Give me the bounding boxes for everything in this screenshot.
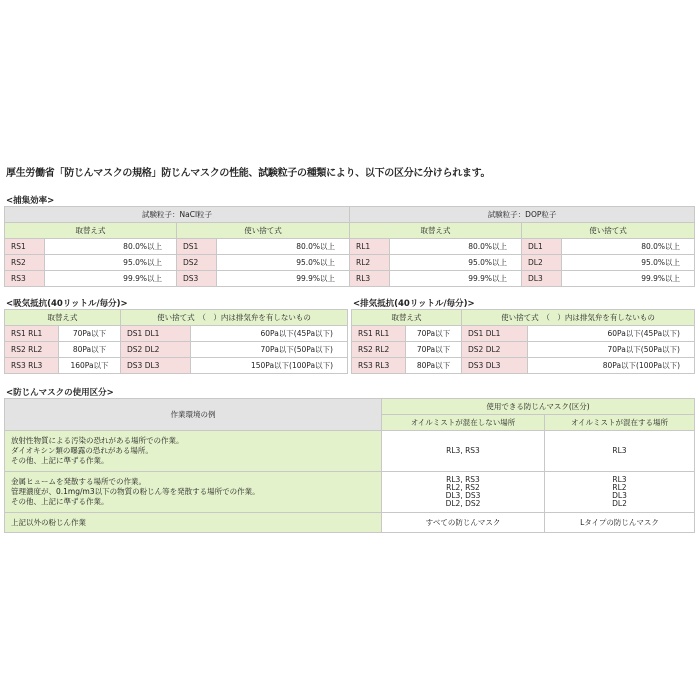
table-row [5,271,695,287]
resistance-value: 60Pa以下(45Pa以下) [191,326,348,342]
no-oil-masks [382,472,545,513]
dop-disposable-header: 使い捨て式 [522,223,695,239]
resistance-value: 160Pa以下 [59,358,121,374]
class-label: RL1 [350,239,390,255]
class-label: DS2 DL2 [121,342,191,358]
work-line: その他、上記に準ずる作業。 [11,456,109,465]
efficiency-value: 95.0%以上 [217,255,350,271]
no-oil-masks [382,431,545,472]
resistance-value: 60Pa以下(45Pa以下) [528,326,695,342]
class-label: DS1 [177,239,217,255]
work-line: 放射性物質による汚染の恐れがある場所での作業。 [11,436,184,445]
class-label: RS2 [5,255,45,271]
mask-class: すべての防じんマスク [425,518,501,527]
mask-class: RL2, RS2 [446,483,480,492]
work-environment [5,472,382,513]
efficiency-title: <捕集効率> [6,196,55,206]
nacl-header: 試験粒子：NaCl粒子 [5,207,350,223]
class-label: DS3 [177,271,217,287]
class-label: DS2 [177,255,217,271]
oil-masks [545,513,695,533]
table-row [352,342,695,358]
table-row [5,326,348,342]
dop-replace-header: 取替え式 [350,223,522,239]
class-label: RL2 [350,255,390,271]
table-row [5,342,348,358]
mask-class: DL3 [612,491,627,500]
nacl-replace-header: 取替え式 [5,223,177,239]
efficiency-value: 95.0%以上 [45,255,177,271]
resistance-value: 150Pa以下(100Pa以下) [191,358,348,374]
class-label: RS3 [5,271,45,287]
class-label: RS1 RL1 [5,326,59,342]
inhale-table [4,309,348,374]
table-row [5,239,695,255]
work-line: 金属ヒュームを発散する場所での作業。 [11,477,146,486]
env-header: 作業環境の例 [5,399,382,431]
efficiency-value: 80.0%以上 [45,239,177,255]
resistance-value: 70Pa以下(50Pa以下) [191,342,348,358]
oil-masks [545,472,695,513]
table-row [352,358,695,374]
resistance-value: 70Pa以下 [406,342,462,358]
efficiency-value: 80.0%以上 [562,239,695,255]
efficiency-value: 80.0%以上 [217,239,350,255]
mask-class: DL2 [612,499,627,508]
resistance-value: 80Pa以下 [406,358,462,374]
class-label: RS3 RL3 [5,358,59,374]
class-label: RL3 [350,271,390,287]
resistance-value: 70Pa以下(50Pa以下) [528,342,695,358]
mask-class: Lタイプの防じんマスク [580,518,659,527]
work-line: 上記以外の粉じん作業 [11,517,86,527]
efficiency-value: 99.9%以上 [217,271,350,287]
work-line: その他、上記に準ずる作業。 [11,497,109,506]
intro-text: 厚生労働省「防じんマスクの規格」防じんマスクの性能、試験粒子の種類により、以下の区分に分けられます。 [6,168,491,179]
class-label: RS2 RL2 [5,342,59,358]
no-oil-masks [382,513,545,533]
class-label: DL2 [522,255,562,271]
exhale-replace-header: 取替え式 [352,310,462,326]
mask-class: RL3 [612,446,627,455]
mask-class: DL2, DS2 [445,499,481,508]
table-row [5,255,695,271]
class-label: DS2 DL2 [462,342,528,358]
table-row [5,513,695,533]
work-environment [5,513,382,533]
efficiency-value: 99.9%以上 [390,271,522,287]
inhale-title: <吸気抵抗(40リットル/毎分)> [6,299,128,309]
resistance-value: 80Pa以下 [59,342,121,358]
exhale-table [351,309,695,374]
mask-class: RL3, RS3 [446,475,480,484]
efficiency-table [4,206,695,287]
work-environment [5,431,382,472]
inhale-replace-header: 取替え式 [5,310,121,326]
mask-class: RL3, RS3 [446,446,480,455]
usage-table [4,398,695,533]
class-label: DS1 DL1 [121,326,191,342]
efficiency-value: 95.0%以上 [390,255,522,271]
oil-header: オイルミストが混在する場所 [545,415,695,431]
efficiency-value: 99.9%以上 [562,271,695,287]
class-label: RS1 [5,239,45,255]
no-oil-header: オイルミストが混在しない場所 [382,415,545,431]
mask-header: 使用できる防じんマスク(区分) [382,399,695,415]
class-label: DS1 DL1 [462,326,528,342]
resistance-value: 70Pa以下 [406,326,462,342]
work-line: ダイオキシン類の曝露の恐れがある場所。 [11,446,153,455]
dop-header: 試験粒子：DOP粒子 [350,207,695,223]
resistance-value: 80Pa以下(100Pa以下) [528,358,695,374]
exhale-disposable-header: 使い捨て式 （ ）内は排気弁を有しないもの [462,310,695,326]
class-label: DL1 [522,239,562,255]
inhale-disposable-header: 使い捨て式 （ ）内は排気弁を有しないもの [121,310,348,326]
efficiency-value: 80.0%以上 [390,239,522,255]
class-label: DL3 [522,271,562,287]
class-label: DS3 DL3 [462,358,528,374]
class-label: RS2 RL2 [352,342,406,358]
efficiency-value: 95.0%以上 [562,255,695,271]
table-row [352,326,695,342]
mask-class: DL3, DS3 [445,491,481,500]
class-label: RS3 RL3 [352,358,406,374]
table-row [5,472,695,513]
usage-title: <防じんマスクの使用区分> [6,388,114,398]
work-line: 管理濃度が、0.1mg/m3以下の物質の粉じん等を発散する場所での作業。 [11,487,260,496]
resistance-value: 70Pa以下 [59,326,121,342]
table-row [5,358,348,374]
exhale-title: <排気抵抗(40リットル/毎分)> [353,299,475,309]
efficiency-value: 99.9%以上 [45,271,177,287]
mask-class: RL2 [612,483,627,492]
class-label: RS1 RL1 [352,326,406,342]
table-row [5,431,695,472]
nacl-disposable-header: 使い捨て式 [177,223,350,239]
mask-class: RL3 [612,475,627,484]
oil-masks [545,431,695,472]
class-label: DS3 DL3 [121,358,191,374]
